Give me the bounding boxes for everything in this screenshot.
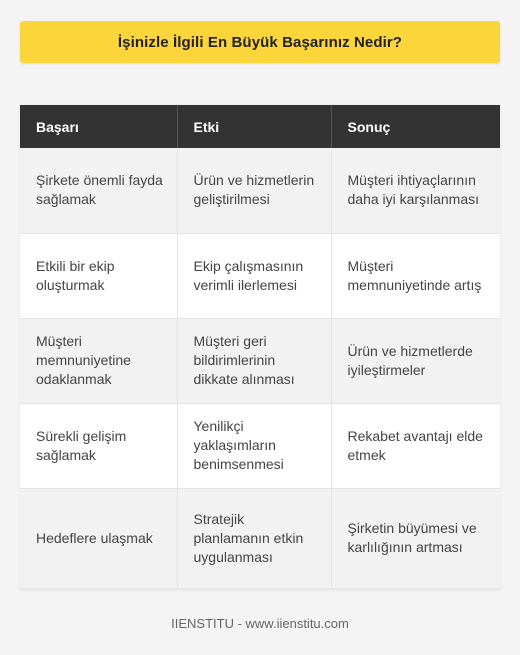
page-title: İşinizle İlgili En Büyük Başarınız Nedir? [117, 33, 403, 51]
table-cell: Müşteri memnuniyetine odaklanmak [20, 318, 177, 403]
table-cell: Müşteri memnuniyetinde artış [331, 233, 500, 318]
column-header-sonuc: Sonuç [331, 105, 500, 148]
achievements-table [20, 105, 500, 589]
table-row [20, 148, 500, 233]
table-cell: Ürün ve hizmetlerde iyileştirmeler [331, 318, 500, 403]
table-cell: Yenilikçi yaklaşımların benimsenmesi [177, 403, 331, 488]
table-header-row [20, 105, 500, 148]
table-cell: Ekip çalışmasının verimli ilerlemesi [177, 233, 331, 318]
table-cell: Müşteri ihtiyaçlarının daha iyi karşılanması [331, 148, 500, 233]
table-cell: Şirkete önemli fayda sağlamak [20, 148, 177, 233]
achievements-table-card [20, 105, 500, 589]
table-cell: Şirketin büyümesi ve karlılığının artması [331, 488, 500, 588]
table-cell: Hedeflere ulaşmak [20, 488, 177, 588]
table-cell: Stratejik planlamanın etkin uygulanması [177, 488, 331, 588]
footer-credit: IIENSTITU - www.iienstitu.com [171, 616, 349, 631]
table-row [20, 318, 500, 403]
table-cell: Rekabet avantajı elde etmek [331, 403, 500, 488]
table-cell: Ürün ve hizmetlerin geliştirilmesi [177, 148, 331, 233]
table-row [20, 488, 500, 588]
table-row [20, 233, 500, 318]
table-cell: Sürekli gelişim sağlamak [20, 403, 177, 488]
column-header-basari: Başarı [20, 105, 177, 148]
title-banner [20, 21, 500, 63]
table-row [20, 403, 500, 488]
table-cell: Etkili bir ekip oluşturmak [20, 233, 177, 318]
column-header-etki: Etki [177, 105, 331, 148]
table-cell: Müşteri geri bildirimlerinin dikkate alınması [177, 318, 331, 403]
